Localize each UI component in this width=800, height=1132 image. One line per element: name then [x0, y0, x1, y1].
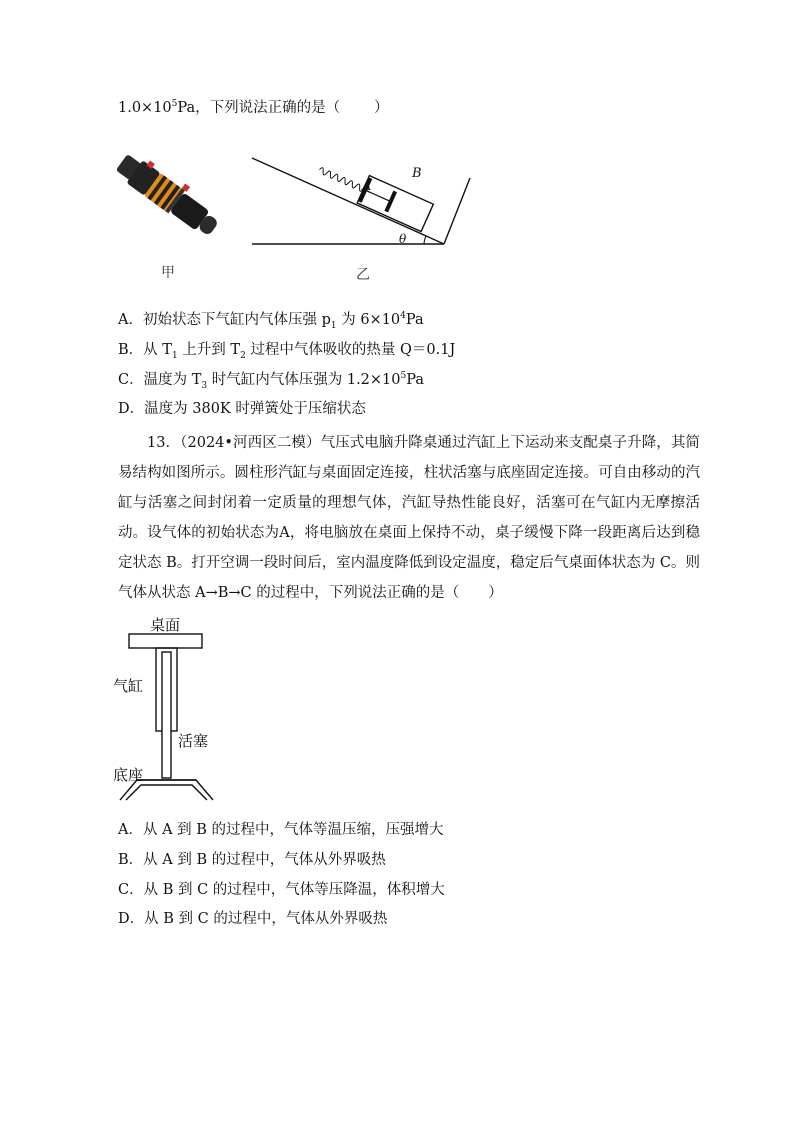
label-desktop: 桌面	[150, 616, 181, 634]
label-base: 底座	[113, 766, 144, 784]
photo-label: 甲	[161, 265, 175, 281]
q13-option-b: B．从 A 到 B 的过程中，气体从外界吸热	[118, 852, 386, 868]
q12-option-c: C．温度为 $T_3$ 时气缸内气体压强为 $1.2\times 10^5Pa$	[118, 371, 424, 391]
label-cylinder: 气缸	[113, 677, 144, 695]
q13-stem: 13．（2024•河西区二模）气压式电脑升降桌通过汽缸上下运动来支配桌子升降，其简易结构如图所示。圆柱形汽缸与桌面固定连接，柱状活塞与底座固定连接。可自由移动的汽缸与活塞之间封闭着一定质量的理想气体，汽缸导热性能良好，活塞可在气缸内无摩擦活动。设气体的初始状态为A，将电脑放在桌面上保持不动，桌子缓慢下降一段距离后达到稳定状态 B。打开空调一段时间后，室内温度降低到设定温度，稳定后气桌面体状态为 C。则气体从状态 A→B→C 的过程中，下列说法正确的是（ ）	[118, 435, 700, 601]
q13-option-c: C．从 B 到 C 的过程中，气体等压降温，体积增大	[118, 882, 445, 898]
q13-option-d: D．从 B 到 C 的过程中，气体从外界吸热	[118, 911, 388, 927]
shock-absorber-photo	[108, 152, 228, 247]
q12-option-a: A．初始状态下气缸内气体压强 $p_1$ 为 $6\times 10^4Pa$	[118, 311, 424, 331]
label-piston: 活塞	[178, 732, 209, 750]
label-theta: θ	[399, 232, 407, 246]
q12-option-d: D．温度为 380K 时弹簧处于压缩状态	[118, 401, 366, 417]
incline-cylinder-diagram	[248, 150, 478, 250]
q13-option-a: A．从 A 到 B 的过程中，气体等温压缩，压强增大	[118, 822, 444, 838]
label-B: B	[412, 166, 422, 181]
q12-option-b: B．从 $T_1$ 上升到 $T_2$ 过程中气体吸收的热量 Q＝0.1J	[118, 342, 456, 361]
diagram-label: 乙	[356, 267, 370, 283]
question-continuation: $1.0\times 10^5Pa$，下列说法正确的是（ ）	[118, 99, 389, 116]
label-A: A	[362, 179, 372, 194]
